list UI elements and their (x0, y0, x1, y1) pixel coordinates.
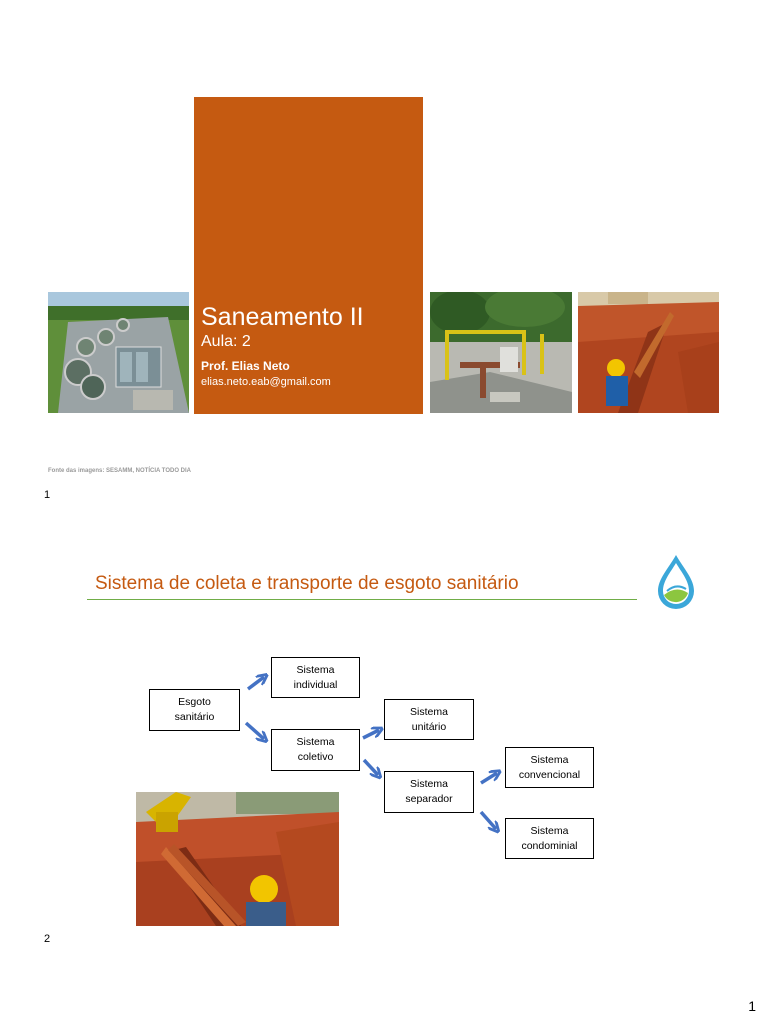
box-sistema-convencional: Sistema convencional (505, 747, 594, 788)
box-sistema-individual: Sistema individual (271, 657, 360, 698)
pipe-installation-photo (136, 792, 339, 926)
arrow-to-unitario (363, 730, 379, 738)
box-esgoto-sanitario: Esgoto sanitário (149, 689, 240, 731)
slide-title: Sistema de coleta e transporte de esgoto sanitário (95, 573, 519, 594)
arrow-to-convencional (481, 773, 497, 783)
professor-email: elias.neto.eab@gmail.com (201, 376, 331, 388)
arrow-to-individual (248, 677, 264, 689)
image-source-note: Fonte das imagens: SESAMM, NOTÍCIA TODO DIA (48, 468, 192, 474)
box-sistema-unitario: Sistema unitário (384, 699, 474, 740)
page-number: 1 (748, 998, 756, 1014)
arrow-to-coletivo (246, 723, 264, 739)
presentation-title: Saneamento II (201, 303, 364, 331)
arrow-to-separador (364, 760, 378, 775)
slide-number: 1 (44, 489, 51, 501)
lesson-number: Aula: 2 (201, 333, 251, 350)
box-sistema-separador: Sistema separador (384, 771, 474, 813)
box-sistema-coletivo: Sistema coletivo (271, 729, 360, 771)
arrow-to-condominial (481, 812, 496, 829)
box-sistema-condominial: Sistema condominial (505, 818, 594, 859)
slide-number: 2 (44, 933, 51, 945)
professor-name: Prof. Elias Neto (201, 359, 290, 373)
